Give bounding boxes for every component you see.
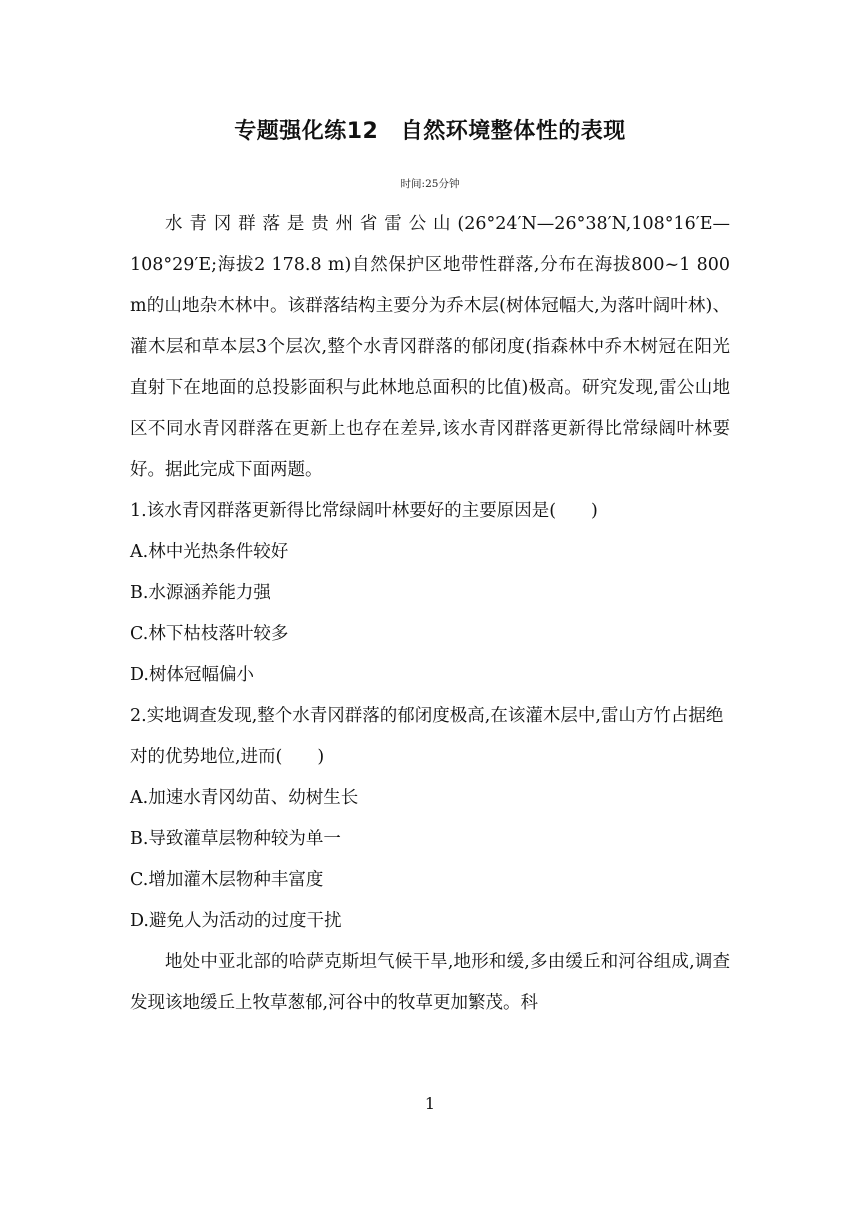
option-a: A.加速水青冈幼苗、幼树生长 (130, 788, 359, 808)
question-2 (130, 696, 730, 942)
passage-2: 地处中亚北部的哈萨克斯坦气候干旱,地形和缓,多由缓丘和河谷组成,调查发现该地缓丘上牧草葱郁,河谷中的牧草更加繁茂。科 (130, 952, 730, 1013)
page-title: 专题强化练12 自然环境整体性的表现 (234, 119, 626, 144)
page-number: 1 (424, 1094, 436, 1113)
question-stem: 1.该水青冈群落更新得比常绿阔叶林要好的主要原因是( ) (130, 501, 598, 521)
option-b: B.导致灌草层物种较为单一 (130, 829, 341, 849)
option-c: C.增加灌木层物种丰富度 (130, 870, 324, 890)
question-stem: 2.实地调查发现,整个水青冈群落的郁闭度极高,在该灌木层中,雷山方竹占据绝对的优势地位,进而( ) (130, 706, 724, 767)
option-c: C.林下枯枝落叶较多 (130, 624, 289, 644)
question-1 (130, 491, 730, 696)
option-d: D.避免人为活动的过度干扰 (130, 911, 342, 931)
option-d: D.树体冠幅偏小 (130, 665, 254, 685)
document-body (130, 204, 730, 1024)
time-limit: 时间:25分钟 (400, 178, 460, 190)
passage-1: 水青冈群落是贵州省雷公山(26°24′N—26°38′N,108°16′E—108°29′E;海拔2 178.8 m)自然保护区地带性群落,分布在海拔800~1 800 m的山地杂木林中。该群落结构主要分为乔木层(树体冠幅大,为落叶阔叶林)、灌木层和草本层3个层次,整个水青冈群落的郁闭度(指森林中乔木树冠在阳光直射下在地面的总投影面积与此林地总面积的比值)极高。研究发现,雷公山地区不同水青冈群落在更新上也存在差异,该水青冈群落更新得比常绿阔叶林要好。据此完成下面两题。 (130, 214, 730, 480)
option-a: A.林中光热条件较好 (130, 542, 289, 562)
option-b: B.水源涵养能力强 (130, 583, 271, 603)
